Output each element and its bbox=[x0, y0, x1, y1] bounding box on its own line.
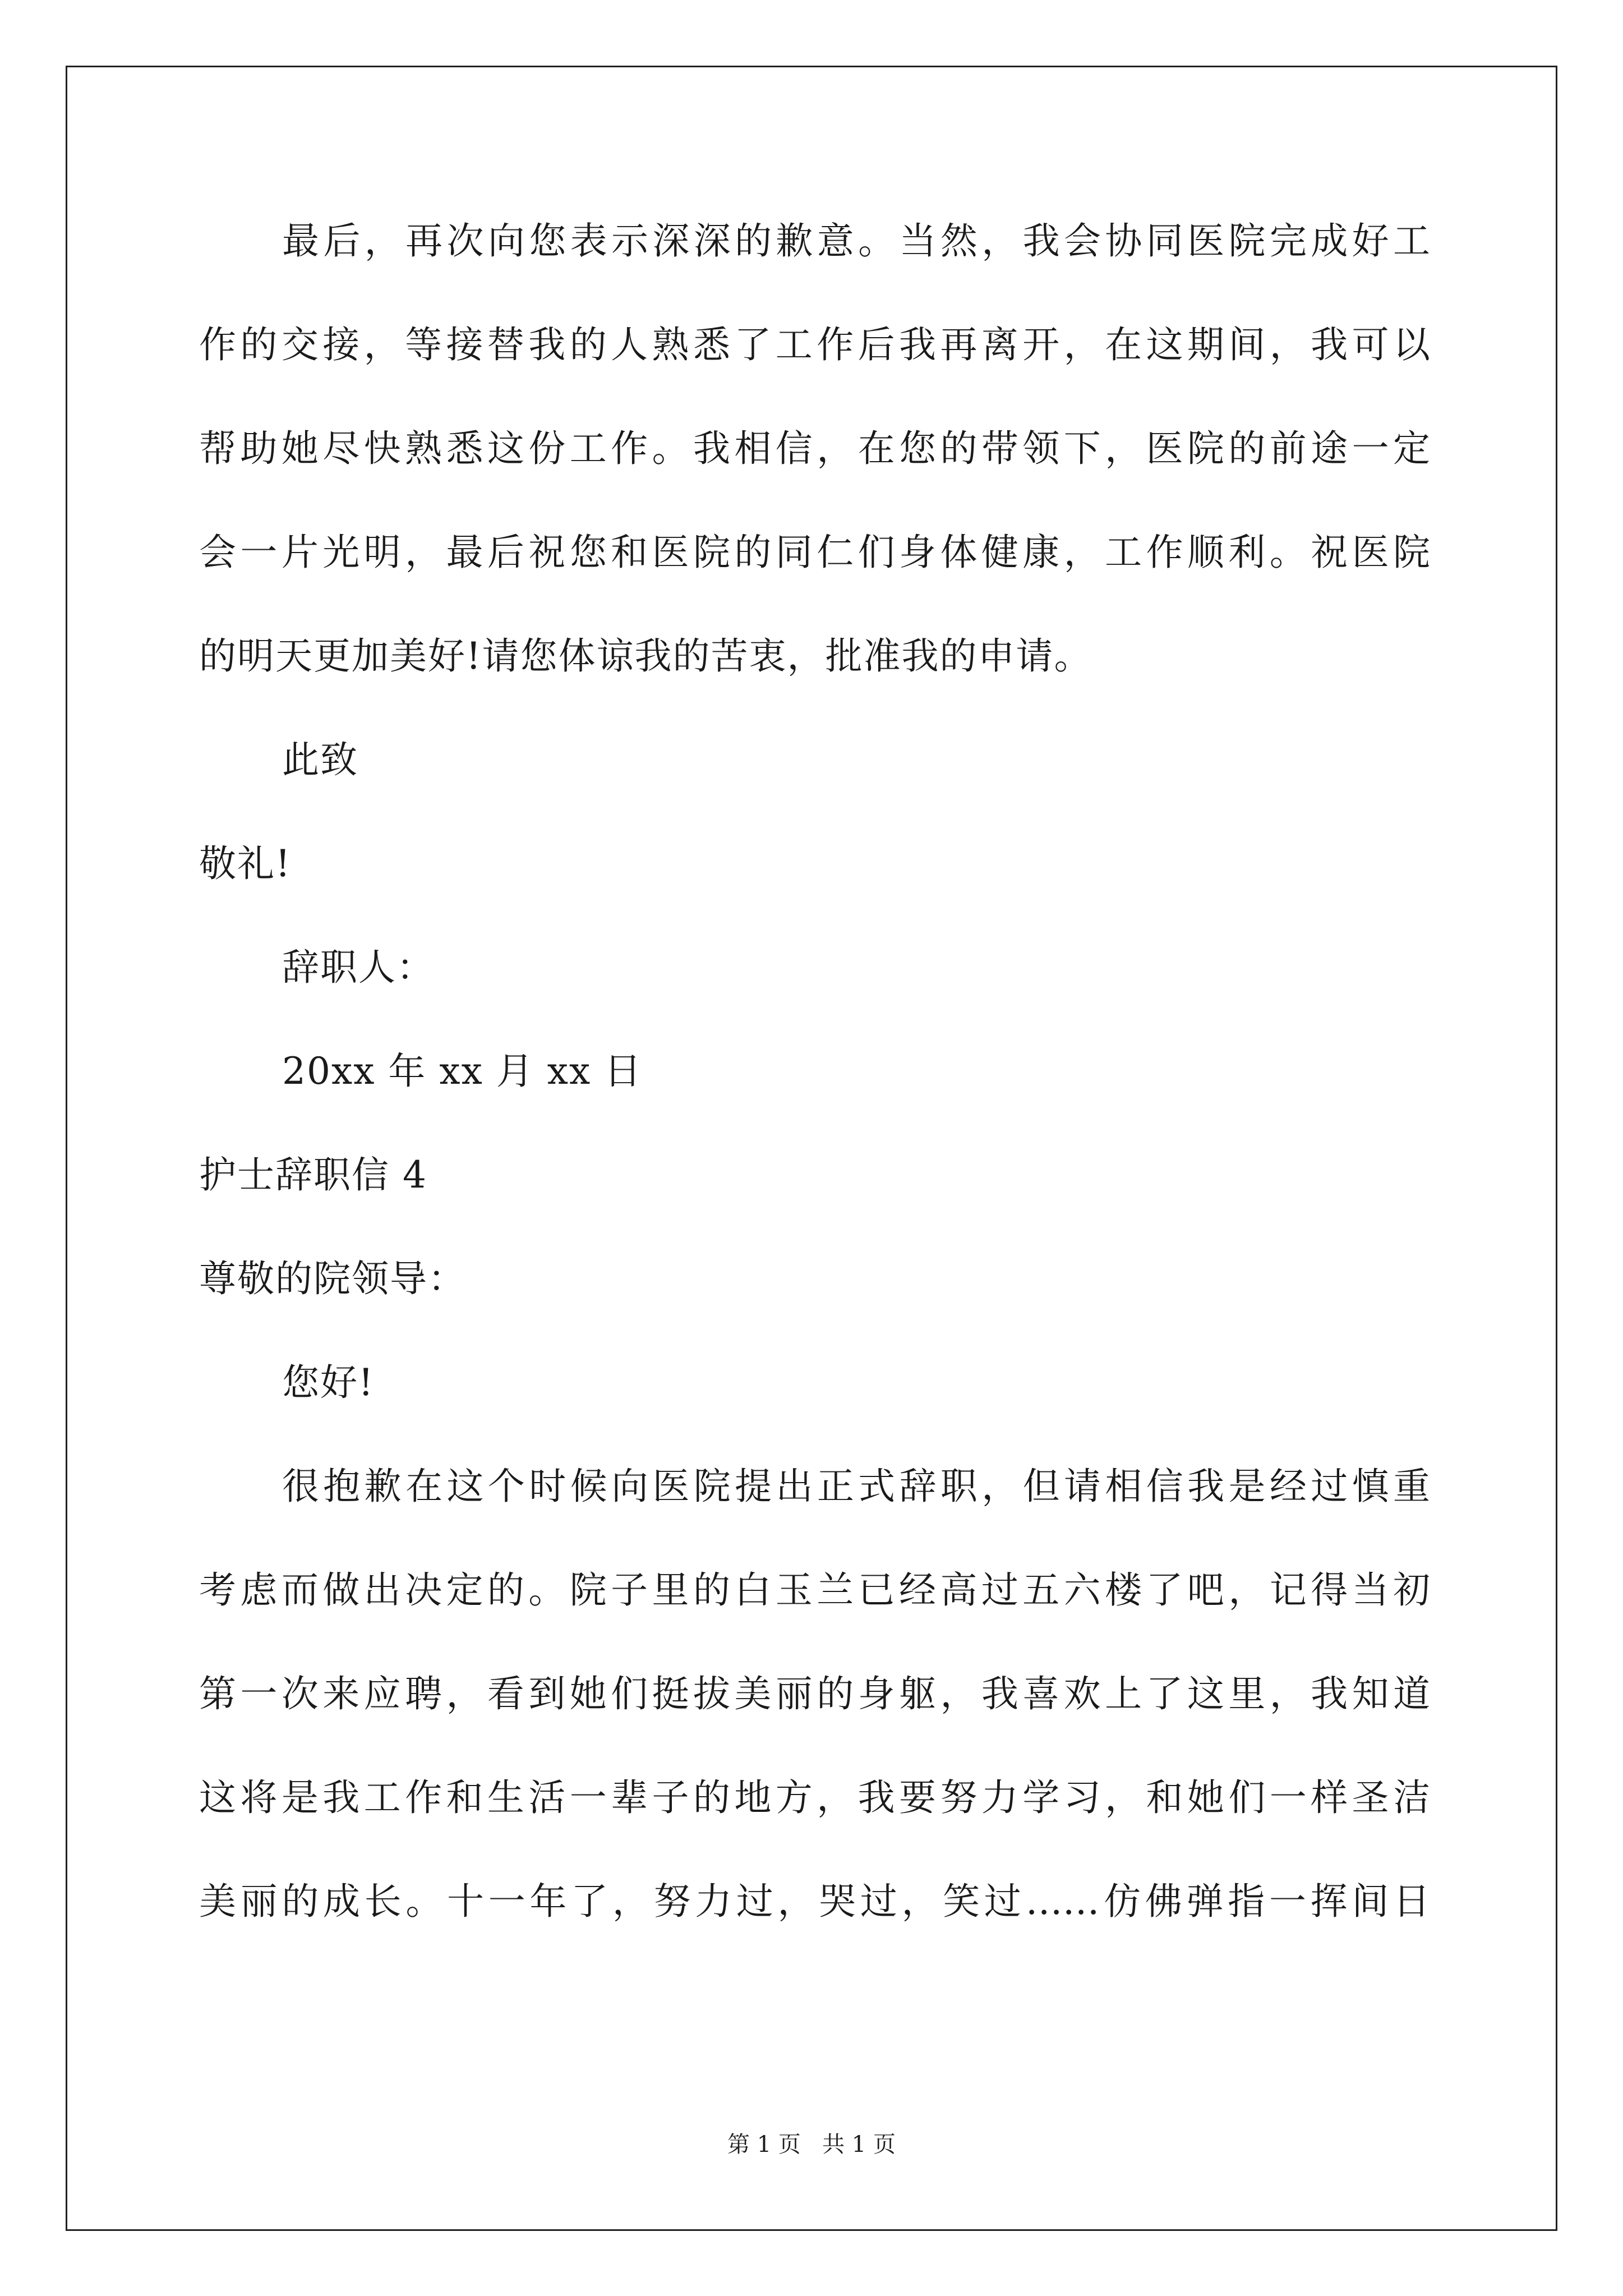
paragraph-line: 考虑而做出决定的。院子里的白玉兰已经高过五六楼了吧，记得当初 bbox=[199, 1568, 1430, 1612]
paragraph-line: 很抱歉在这个时候向医院提出正式辞职，但请相信我是经过慎重 bbox=[282, 1465, 1430, 1508]
section-title: 护士辞职信 4 bbox=[199, 1153, 427, 1197]
greeting-line: 您好! bbox=[282, 1361, 375, 1404]
paragraph-line: 作的交接，等接替我的人熟悉了工作后我再离开，在这期间，我可以 bbox=[199, 323, 1430, 366]
page-footer: 第 1 页 共 1 页 bbox=[727, 2132, 896, 2157]
salutation-line: 敬礼! bbox=[199, 842, 292, 885]
date-line: 20xx 年 xx 月 xx 日 bbox=[282, 1050, 643, 1093]
paragraph-line: 最后，再次向您表示深深的歉意。当然，我会协同医院完成好工 bbox=[282, 219, 1430, 263]
closing-line: 此致 bbox=[282, 738, 358, 781]
greeting-line: 尊敬的院领导： bbox=[199, 1257, 466, 1300]
paragraph-line: 这将是我工作和生活一辈子的地方，我要努力学习，和她们一样圣洁 bbox=[199, 1776, 1430, 1819]
paragraph-line: 帮助她尽快熟悉这份工作。我相信，在您的带领下，医院的前途一定 bbox=[199, 427, 1430, 470]
signer-line: 辞职人： bbox=[282, 946, 435, 989]
paragraph-line: 美丽的成长。十一年了，努力过，哭过，笑过……仿佛弹指一挥间日 bbox=[199, 1880, 1430, 1923]
paragraph-line: 会一片光明，最后祝您和医院的同仁们身体健康，工作顺利。祝医院 bbox=[199, 531, 1430, 574]
paragraph-line: 的明天更加美好!请您体谅我的苦衷，批准我的申请。 bbox=[199, 634, 1092, 678]
paragraph-line: 第一次来应聘，看到她们挺拔美丽的身躯，我喜欢上了这里，我知道 bbox=[199, 1672, 1430, 1715]
